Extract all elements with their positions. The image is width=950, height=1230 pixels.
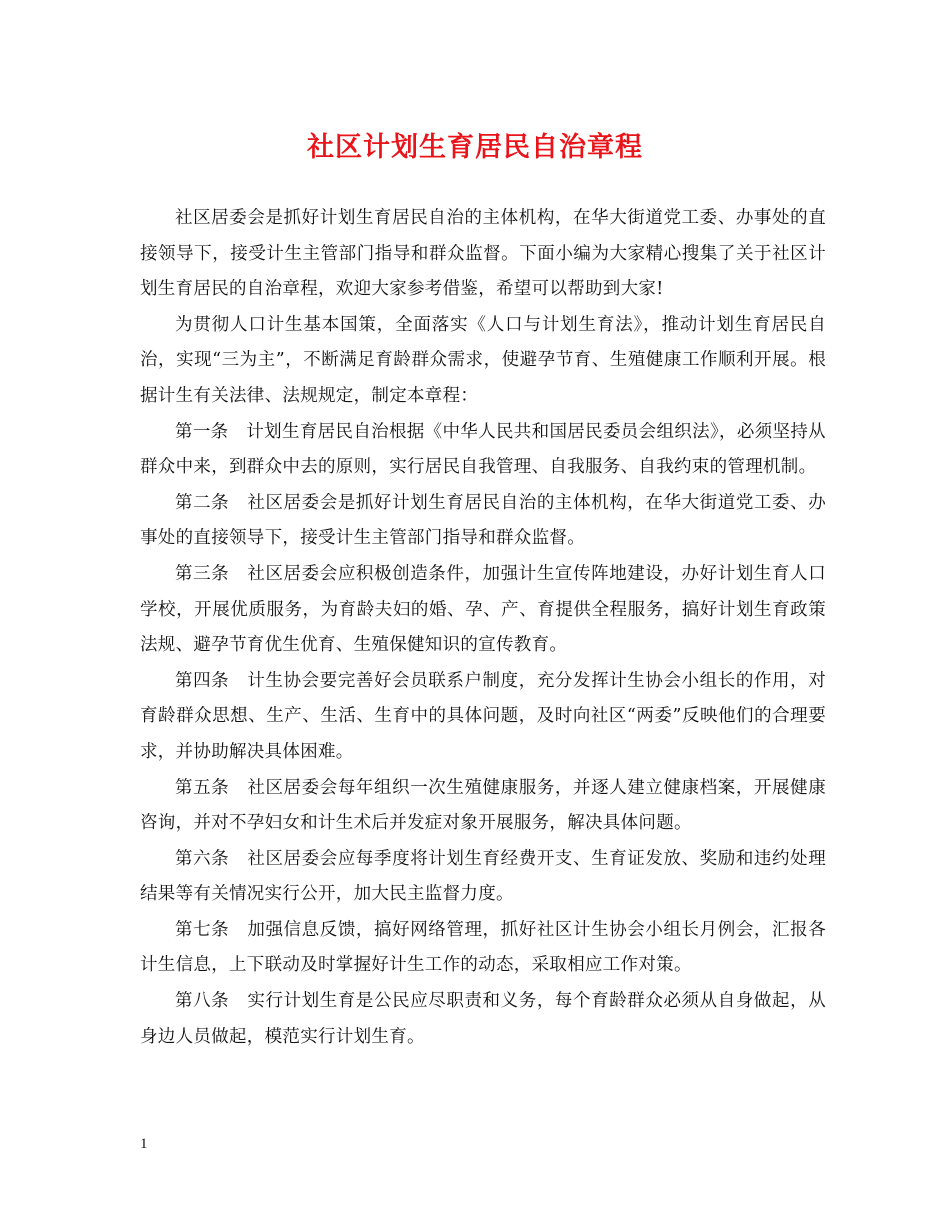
preamble-paragraph: 为贯彻人口计生基本国策，全面落实《人口与计划生育法》，推动计划生育居民自治，实现“三为主”，不断满足育龄群众需求，使避孕节育、生殖健康工作顺利开展。根据计生有关法律、法规规定，制定本章程：	[140, 314, 826, 406]
article-5-paragraph: 第五条 社区居委会每年组织一次生殖健康服务，并逐人建立健康档案，开展健康咨询，并对不孕妇女和计生术后并发症对象开展服务，解决具体问题。	[140, 777, 826, 834]
article-4-paragraph: 第四条 计生协会要完善好会员联系户制度，充分发挥计生协会小组长的作用，对育龄群众思想、生产、生活、生育中的具体问题，及时向社区“两委”反映他们的合理要求，并协助解决具体困难。	[140, 670, 826, 762]
article-7-paragraph: 第七条 加强信息反馈，搞好网络管理，抓好社区计生协会小组长月例会，汇报各计生信息，上下联动及时掌握好计生工作的动态，采取相应工作对策。	[140, 919, 826, 976]
article-8-paragraph: 第八条 实行计划生育是公民应尽职责和义务，每个育龄群众必须从自身做起，从身边人员做起，模范实行计划生育。	[140, 991, 826, 1047]
document-title: 社区计划生育居民自治章程	[307, 132, 643, 163]
article-2-paragraph: 第二条 社区居委会是抓好计划生育居民自治的主体机构，在华大街道党工委、办事处的直接领导下，接受计生主管部门指导和群众监督。	[140, 492, 826, 549]
page-number: 1	[140, 1136, 148, 1152]
document-body	[140, 201, 826, 1055]
intro-paragraph: 社区居委会是抓好计划生育居民自治的主体机构，在华大街道党工委、办事处的直接领导下，接受计生主管部门指导和群众监督。下面小编为大家精心搜集了关于社区计划生育居民的自治章程，欢迎大家参考借鉴，希望可以帮助到大家!	[140, 208, 826, 300]
article-1-paragraph: 第一条 计划生育居民自治根据《中华人民共和国居民委员会组织法》，必须坚持从群众中来，到群众中去的原则，实行居民自我管理、自我服务、自我约束的管理机制。	[140, 421, 826, 478]
article-3-paragraph: 第三条 社区居委会应积极创造条件，加强计生宣传阵地建设，办好计划生育人口学校，开展优质服务，为育龄夫妇的婚、孕、产、育提供全程服务，搞好计划生育政策法规、避孕节育优生优育、生殖保健知识的宣传教育。	[140, 563, 826, 656]
article-6-paragraph: 第六条 社区居委会应每季度将计划生育经费开支、生育证发放、奖励和违约处理结果等有关情况实行公开，加大民主监督力度。	[140, 848, 826, 905]
